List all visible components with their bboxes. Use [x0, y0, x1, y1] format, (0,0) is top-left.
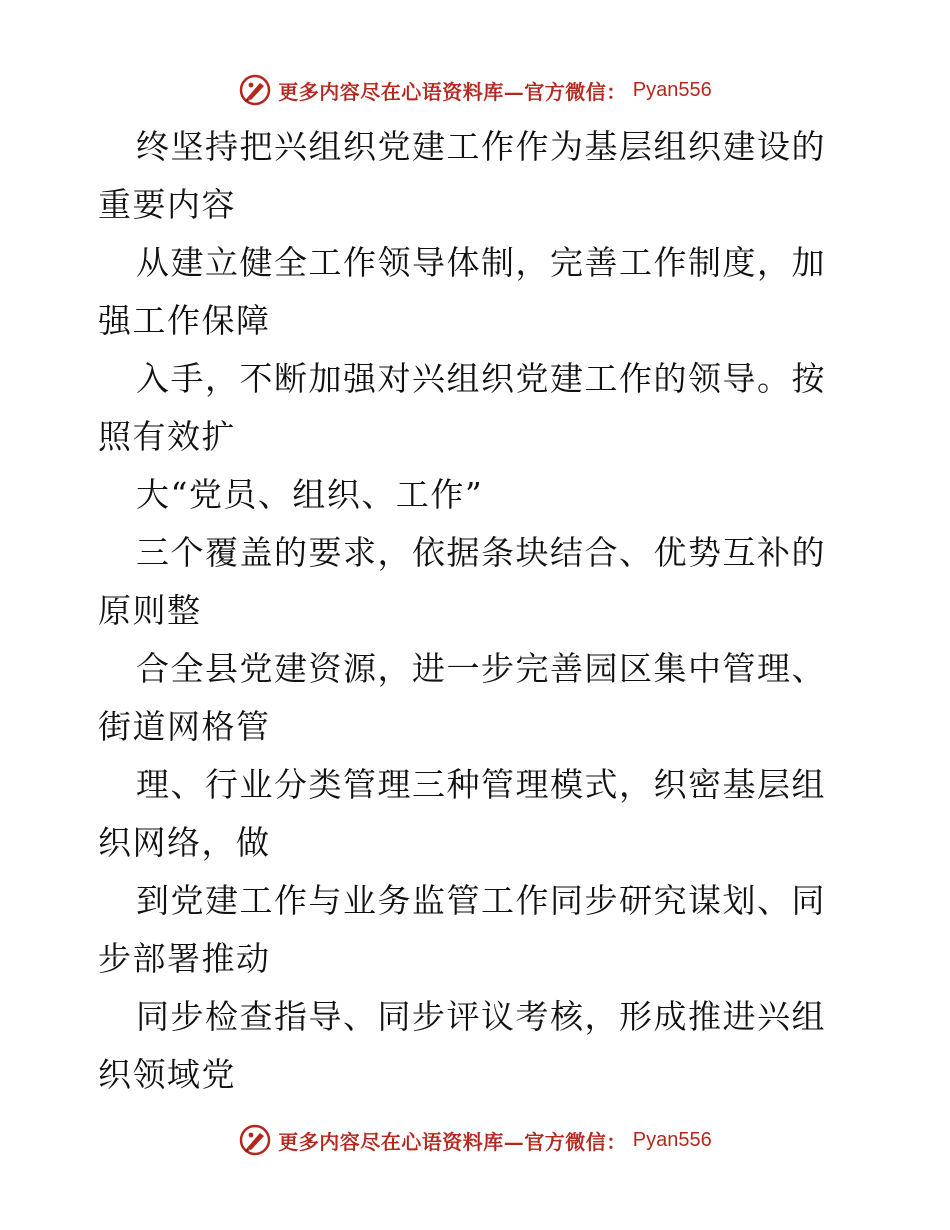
- paragraph: 入手，不断加强对兴组织党建工作的领导。按照有效扩: [98, 359, 826, 456]
- header-watermark: [0, 70, 950, 110]
- footer-watermark-text: 更多内容尽在心语资料库—官方微信：: [278, 1129, 627, 1154]
- paragraph: 终坚持把兴组织党建工作作为基层组织建设的重要内容: [98, 127, 826, 224]
- paragraph: 从建立健全工作领导体制，完善工作制度，加强工作保障: [98, 243, 826, 340]
- pen-logo-icon: [238, 73, 272, 107]
- document-body: [98, 118, 853, 1104]
- paragraph: 大“党员、组织、工作”: [136, 475, 484, 514]
- paragraph: 到党建工作与业务监管工作同步研究谋划、同步部署推动: [98, 881, 826, 978]
- paragraph: 理、行业分类管理三种管理模式，织密基层组织网络，做: [98, 765, 826, 862]
- footer-watermark: [0, 1120, 950, 1160]
- header-watermark-wechat-id: Pyan556: [632, 78, 712, 101]
- pen-logo-icon: [238, 1123, 272, 1157]
- footer-watermark-wechat-id: Pyan556: [632, 1128, 712, 1151]
- header-watermark-text: 更多内容尽在心语资料库—官方微信：: [278, 79, 627, 104]
- paragraph: 同步检查指导、同步评议考核，形成推进兴组织领域党: [98, 997, 826, 1094]
- paragraph: 合全县党建资源，进一步完善园区集中管理、街道网格管: [98, 649, 826, 746]
- paragraph: 三个覆盖的要求，依据条块结合、优势互补的原则整: [98, 533, 826, 630]
